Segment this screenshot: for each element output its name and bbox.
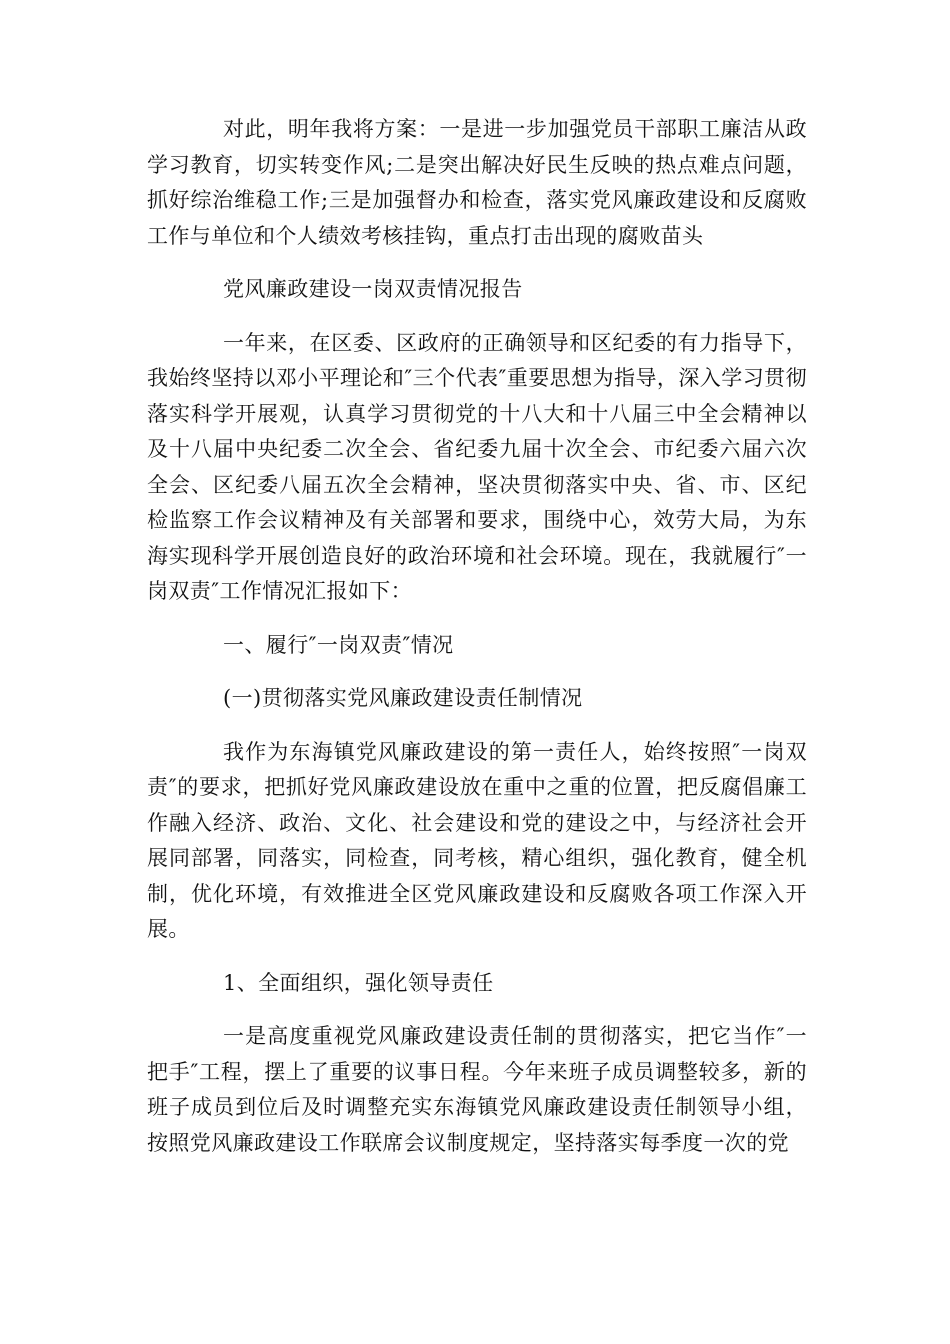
document-body xyxy=(147,112,807,1179)
item-heading-1: 1、全面组织，强化领导责任 xyxy=(223,970,494,995)
paragraph-plan: 对此，明年我将方案：一是进一步加强党员干部职工廉洁从政学习教育，切实转变作风;二是突出解决好民生反映的热点难点问题，抓好综治维稳工作;三是加强督办和检查，落实党风廉政建设和反腐败工作与单位和个人绩效考核挂钩，重点打击出现的腐败苗头 xyxy=(147,117,807,248)
paragraph-intro: 一年来，在区委、区政府的正确领导和区纪委的有力指导下，我始终坚持以邓小平理论和″三个代表″重要思想为指导，深入学习贯彻落实科学开展观，认真学习贯彻党的十八大和十八届三中全会精神以及十八届中央纪委二次全会、省纪委九届十次全会、市纪委六届六次全会、区纪委八届五次全会精神，坚决贯彻落实中央、省、市、区纪检监察工作会议精神及有关部署和要求，围绕中心，效劳大局，为东海实现科学开展创造良好的政治环境和社会环境。现在，我就履行″一岗双责″工作情况汇报如下： xyxy=(147,330,807,603)
section-heading-1: 一、履行″一岗双责″情况 xyxy=(223,632,454,657)
paragraph-responsibility: 我作为东海镇党风廉政建设的第一责任人，始终按照″一岗双责″的要求，把抓好党风廉政建设放在重中之重的位置，把反腐倡廉工作融入经济、政治、文化、社会建设和党的建设之中，与经济社会开展同部署，同落实，同检查，同考核，精心组织，强化教育，健全机制，优化环境，有效推进全区党风廉政建设和反腐败各项工作深入开展。 xyxy=(147,739,807,941)
subsection-heading-1: (一)贯彻落实党风廉政建设责任制情况 xyxy=(223,686,583,710)
report-title: 党风廉政建设一岗双责情况报告 xyxy=(223,277,523,301)
paragraph-leadership: 一是高度重视党风廉政建设责任制的贯彻落实，把它当作″一把手″工程，摆上了重要的议事日程。今年来班子成员调整较多，新的班子成员到位后及时调整充实东海镇党风廉政建设责任制领导小组，按照党风廉政建设工作联席会议制度规定，坚持落实每季度一次的党 xyxy=(147,1024,807,1155)
